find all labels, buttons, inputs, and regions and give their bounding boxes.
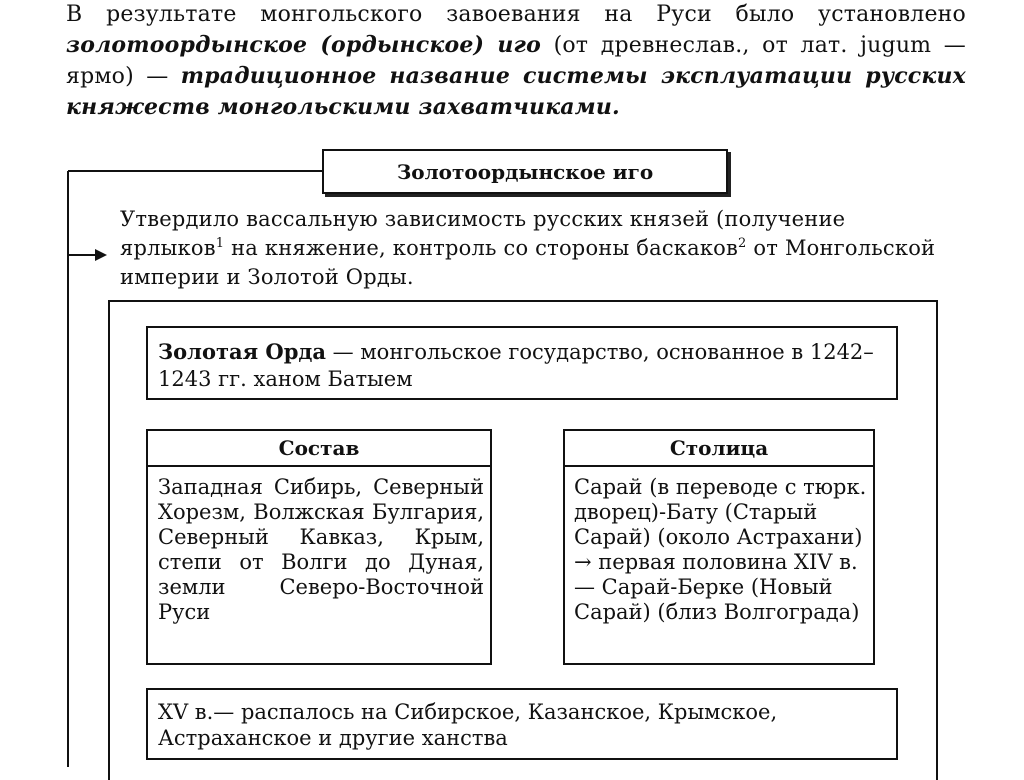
composition-heading: Состав bbox=[278, 436, 360, 460]
intro-definition: традиционное название системы эксплуатации русских княжеств монгольскими захватчиками. bbox=[66, 63, 966, 120]
collapse-text: XV в.— распалось на Сибирское, Казанское, Крымское, Астраханское и другие ханства bbox=[158, 700, 778, 750]
vassal-text bbox=[120, 205, 950, 292]
capital-text: Сарай (в переводе с тюрк. дворец)-Бату (Старый Сарай) (около Астрахани) → первая половина XIV в.— Сарай-Берке (Новый Сарай) (близ Волгограда) bbox=[574, 475, 867, 624]
vassal-text-part3: от Монгольской империи и Золотой Орды. bbox=[120, 236, 936, 289]
vassal-text-part1: Утвердило вассальную зависимость русских князей (получение ярлыков bbox=[120, 207, 846, 260]
composition-box bbox=[146, 465, 492, 665]
intro-etymology: (от древнеслав., от лат. jugum — ярмо) — bbox=[66, 33, 966, 89]
capital-heading-box bbox=[563, 429, 875, 467]
collapse-box bbox=[146, 688, 898, 760]
diagram-title-box bbox=[322, 149, 728, 194]
intro-term: золотоордынское (ордынское) иго bbox=[66, 32, 542, 58]
golden-horde-text bbox=[158, 338, 888, 393]
golden-horde-box bbox=[146, 326, 898, 400]
intro-text-start: В результате монгольского завоевания на Руси было установлено bbox=[66, 2, 966, 27]
diagram-title: Золотоордынское иго bbox=[396, 159, 654, 184]
capital-box bbox=[563, 465, 875, 665]
footnote-1: 1 bbox=[215, 236, 225, 251]
capital-heading: Столица bbox=[669, 436, 769, 460]
footnote-2: 2 bbox=[738, 236, 747, 251]
vassal-text-part2: на княжение, контроль со стороны баскаков bbox=[224, 236, 739, 260]
golden-horde-name: Золотая Орда bbox=[158, 339, 326, 364]
golden-horde-description: — монгольское государство, основанное в 1242–1243 гг. ханом Батыем bbox=[158, 340, 874, 391]
composition-heading-box bbox=[146, 429, 492, 467]
vassal-arrowhead bbox=[95, 249, 107, 261]
composition-text: Западная Сибирь, Северный Хорезм, Волжская Булгария, Северный Кавказ, Крым, степи от Волги до Дуная, земли Северо-Восточной Руси bbox=[158, 475, 484, 624]
